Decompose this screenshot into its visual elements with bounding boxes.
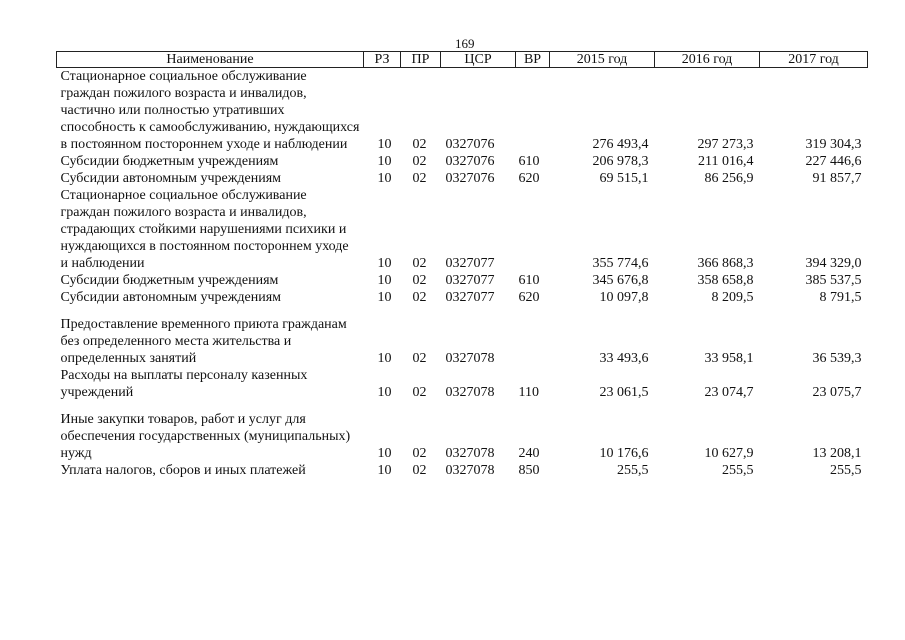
- row-name: Расходы на выплаты персоналу казенных учреждений: [60, 368, 308, 400]
- row-2017: 227 446,6: [805, 154, 862, 169]
- row-csr: 0327077: [445, 256, 495, 271]
- header-vr: ВР: [516, 52, 550, 68]
- row-rz: 10: [377, 385, 392, 400]
- row-pr: 02: [412, 446, 427, 461]
- row-name: Предоставление временного приюта гражданам без определенного места жительства и определенных занятий: [60, 317, 347, 366]
- row-2016: 358 658,8: [697, 273, 754, 288]
- row-name: Субсидии бюджетным учреждениям: [60, 273, 279, 288]
- header-rz: РЗ: [364, 52, 401, 68]
- row-csr: 0327078: [445, 446, 495, 461]
- table-row: [57, 170, 868, 187]
- row-pr: 02: [412, 290, 427, 305]
- row-rz: 10: [377, 273, 392, 288]
- table-row: [57, 289, 868, 306]
- row-vr: 110: [518, 385, 539, 400]
- row-name: Стационарное социальное обслуживание граждан пожилого возраста и инвалидов, страдающих стойкими нарушениями психики и нуждающихся в постоянном постороннем уходе и наблюдении: [60, 188, 349, 271]
- row-2016: 33 958,1: [704, 351, 754, 366]
- header-2016: 2016 год: [655, 52, 760, 68]
- row-csr: 0327076: [445, 137, 495, 152]
- row-csr: 0327078: [445, 351, 495, 366]
- table-row: [57, 367, 868, 401]
- header-name: Наименование: [57, 52, 364, 68]
- row-2016: 255,5: [722, 463, 754, 478]
- row-vr: [516, 316, 550, 367]
- row-2017: 385 537,5: [805, 273, 862, 288]
- row-pr: 02: [412, 385, 427, 400]
- row-pr: 02: [412, 463, 427, 478]
- row-csr: 0327078: [445, 385, 495, 400]
- row-pr: 02: [412, 273, 427, 288]
- row-pr: 02: [412, 351, 427, 366]
- row-2017: 23 075,7: [812, 385, 862, 400]
- row-rz: 10: [377, 351, 392, 366]
- row-pr: 02: [412, 256, 427, 271]
- row-2016: 211 016,4: [698, 154, 754, 169]
- row-pr: 02: [412, 154, 427, 169]
- row-2015: 206 978,3: [592, 154, 649, 169]
- row-vr: [516, 68, 550, 154]
- row-csr: 0327077: [445, 290, 495, 305]
- table-row: [57, 462, 868, 479]
- row-name: Субсидии автономным учреждениям: [60, 171, 282, 186]
- header-2015: 2015 год: [550, 52, 655, 68]
- row-rz: 10: [377, 290, 392, 305]
- row-name: Стационарное социальное обслуживание граждан пожилого возраста и инвалидов, частично или полностью утративших способность к самообслуживанию, нуждающихся в постоянном постороннем уходе и наблюдении: [60, 69, 360, 152]
- row-csr: 0327076: [445, 154, 495, 169]
- table-row: [57, 153, 868, 170]
- row-2017: 319 304,3: [805, 137, 862, 152]
- row-2017: 394 329,0: [805, 256, 862, 271]
- row-2017: 8 791,5: [819, 290, 862, 305]
- row-csr: 0327078: [445, 463, 495, 478]
- row-vr: 850: [518, 463, 540, 478]
- row-2015: 276 493,4: [592, 137, 649, 152]
- header-pr: ПР: [401, 52, 441, 68]
- row-csr: 0327077: [445, 273, 495, 288]
- row-2016: 8 209,5: [711, 290, 754, 305]
- row-2016: 10 627,9: [704, 446, 754, 461]
- row-2015: 10 097,8: [599, 290, 649, 305]
- row-rz: 10: [377, 171, 392, 186]
- row-2016: 297 273,3: [697, 137, 754, 152]
- table-row: [57, 316, 868, 367]
- row-rz: 10: [377, 154, 392, 169]
- row-2017: 255,5: [830, 463, 862, 478]
- header-csr: ЦСР: [441, 52, 516, 68]
- header-2017: 2017 год: [760, 52, 868, 68]
- row-vr: 610: [518, 154, 540, 169]
- row-rz: 10: [377, 137, 392, 152]
- row-2015: 33 493,6: [599, 351, 649, 366]
- table-row: [57, 411, 868, 462]
- row-2015: 23 061,5: [599, 385, 649, 400]
- row-vr: 620: [518, 171, 540, 186]
- spacer-row: [57, 306, 868, 316]
- row-2015: 345 676,8: [592, 273, 649, 288]
- row-2016: 86 256,9: [704, 171, 754, 186]
- row-vr: 620: [518, 290, 540, 305]
- row-vr: [516, 187, 550, 272]
- spacer-row: [57, 401, 868, 411]
- row-rz: 10: [377, 446, 392, 461]
- row-name: Уплата налогов, сборов и иных платежей: [60, 463, 306, 478]
- row-2015: 255,5: [617, 463, 649, 478]
- row-2015: 69 515,1: [599, 171, 649, 186]
- row-vr: 610: [518, 273, 540, 288]
- row-2017: 91 857,7: [812, 171, 862, 186]
- row-2016: 23 074,7: [704, 385, 754, 400]
- row-2015: 10 176,6: [599, 446, 649, 461]
- table-header-row: [57, 52, 868, 68]
- row-2015: 355 774,6: [592, 256, 649, 271]
- row-name: Субсидии автономным учреждениям: [60, 290, 282, 305]
- row-name: Субсидии бюджетным учреждениям: [60, 154, 279, 169]
- row-rz: 10: [377, 256, 392, 271]
- table-row: [57, 68, 868, 154]
- row-name: Иные закупки товаров, работ и услуг для обеспечения государственных (муниципальных) нужд: [60, 412, 351, 461]
- row-vr: 240: [518, 446, 540, 461]
- row-2017: 36 539,3: [812, 351, 862, 366]
- row-2017: 13 208,1: [812, 446, 862, 461]
- budget-table: [56, 51, 868, 479]
- table-row: [57, 272, 868, 289]
- row-2016: 366 868,3: [697, 256, 754, 271]
- row-csr: 0327076: [445, 171, 495, 186]
- row-pr: 02: [412, 137, 427, 152]
- row-pr: 02: [412, 171, 427, 186]
- table-row: [57, 187, 868, 272]
- page-number: 169: [455, 36, 475, 51]
- row-rz: 10: [377, 463, 392, 478]
